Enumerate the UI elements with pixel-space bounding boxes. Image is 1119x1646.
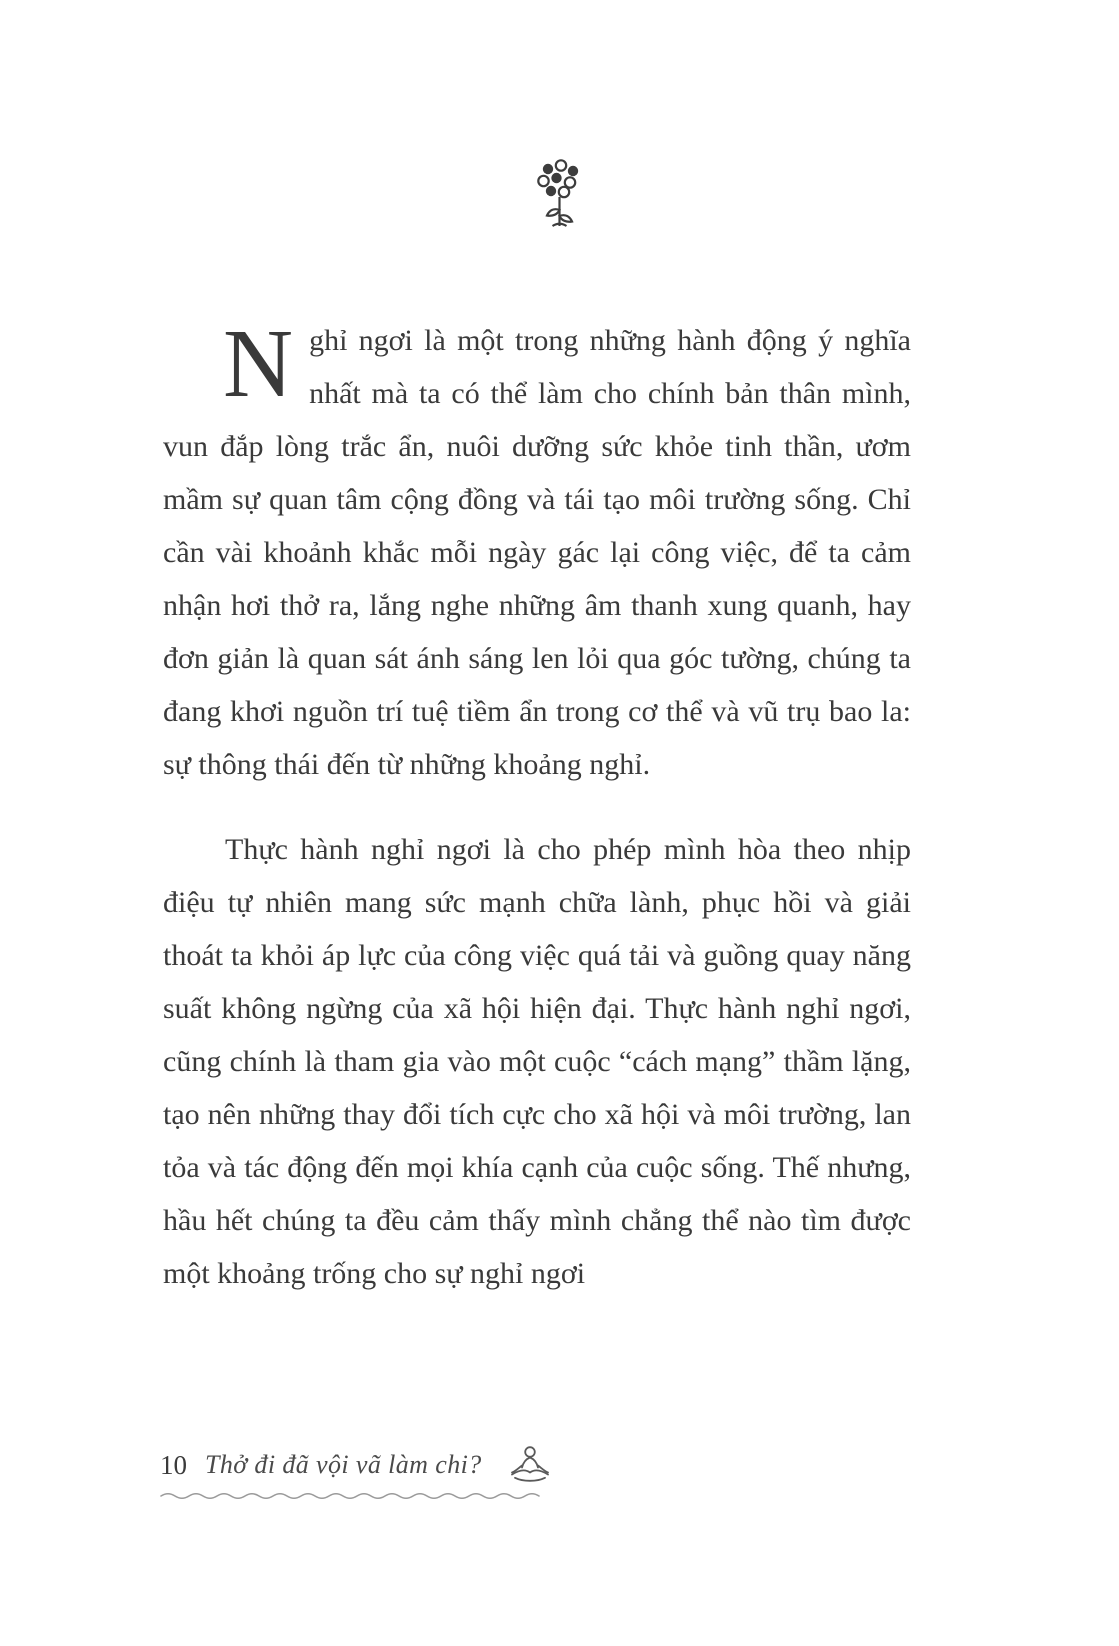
wavy-divider xyxy=(160,1490,545,1502)
page-number: 10 xyxy=(160,1449,187,1480)
drop-cap: N xyxy=(223,310,294,417)
paragraph-1-text: ghỉ ngơi là một trong những hành động ý nghĩa nhất mà ta có thể làm cho chính bản thân mình, vun đắp lòng trắc ẩn, nuôi dưỡng sức khỏe tinh thần, ươm mầm sự quan tâm cộng đồng và tái tạo môi trường sống. Chỉ cần vài khoảnh khắc mỗi ngày gác lại công việc, để ta cảm nhận hơi thở ra, lắng nghe những âm thanh xung quanh, hay đơn giản là quan sát ánh sáng len lỏi qua góc tường, chúng ta đang khơi nguồn trí tuệ tiềm ẩn trong cơ thể và vũ trụ bao la: sự thông thái đến từ những khoảng nghỉ. xyxy=(163,324,911,781)
paragraph-2 xyxy=(163,823,911,1300)
berry-sprig-ornament-icon xyxy=(0,158,1119,239)
running-title: Thở đi đã vội vã làm chi? xyxy=(205,1450,482,1479)
paragraph-1 xyxy=(163,310,911,791)
paragraph-2-text: Thực hành nghỉ ngơi là cho phép mình hòa theo nhịp điệu tự nhiên mang sức mạnh chữa lành, phục hồi và giải thoát ta khỏi áp lực của công việc quá tải và guồng quay năng suất không ngừng của xã hội hiện đại. Thực hành nghỉ ngơi, cũng chính là tham gia vào một cuộc “cách mạng” thầm lặng, tạo nên những thay đổi tích cực cho xã hội và môi trường, lan tỏa và tác động đến mọi khía cạnh của cuộc sống. Thế nhưng, hầu hết chúng ta đều cảm thấy mình chẳng thể nào tìm được một khoảng trống cho sự nghỉ ngơi xyxy=(163,833,911,1290)
page-body xyxy=(163,310,911,1300)
footer-row xyxy=(160,1444,590,1486)
page-footer xyxy=(160,1444,590,1502)
meditating-figure-icon xyxy=(504,1444,556,1486)
